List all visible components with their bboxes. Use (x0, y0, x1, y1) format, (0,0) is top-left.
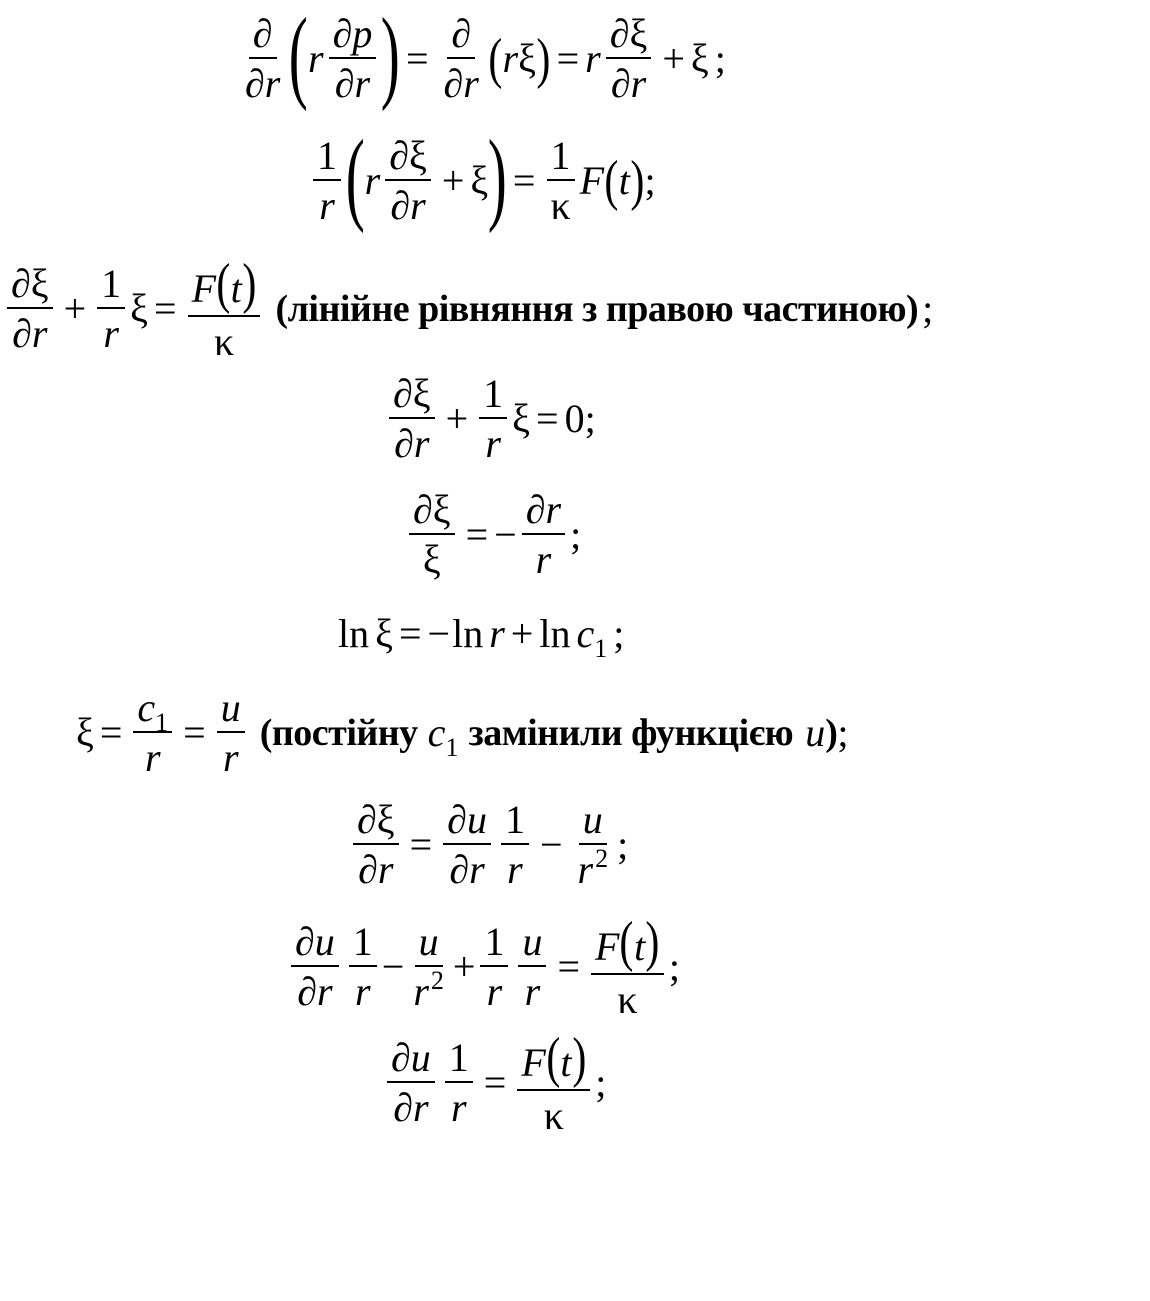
annotation-constant-b: замінили функцією (468, 712, 794, 754)
fraction-1-r: $\frac{1}{r}$ (445, 1038, 473, 1128)
fraction-Ft-kappa: $\frac{F(t)}{\kappa}$ (517, 1030, 590, 1136)
fraction-u-r: $\frac{u}{r}$ (518, 922, 546, 1012)
fraction-1-r: $\frac{1}{r}$ (313, 136, 341, 226)
fraction-u-r2: $\frac{u}{r^2}$ (577, 797, 609, 892)
fraction-dr-r: $\frac{\partial r}{r}$ (522, 490, 565, 580)
equation-6: ln ξ = − ln r + ln $c_1$ ; (338, 611, 625, 663)
fraction-1-r: $\frac{1}{r}$ (479, 374, 507, 464)
fraction-c1-r: $\frac{c_1}{r}$ (133, 688, 172, 778)
fraction-Ft-kappa: $\frac{F(t)}{\kappa}$ (591, 914, 664, 1020)
fraction-du-dr: $\frac{\partial u}{\partial r}$ (443, 800, 491, 890)
equation-5: $\frac{\partial\xi}{\xi}$ = − $\frac{\partial r}{r}$ ; (404, 490, 581, 580)
fraction-dxi-dr: $\frac{\partial\xi}{\partial r}$ (7, 264, 53, 354)
equation-9: $\frac{\partial u}{\partial r}$ $\frac{1}{r}$ − $\frac{u}{r^2}$ + $\frac{1}{r}$ $\frac{u}{r}$ = $\frac{F(t)}{\kappa}$ ; (286, 914, 680, 1020)
equation-4: $\frac{\partial\xi}{\partial r}$ + $\frac{1}{r}$ ξ = 0 ; (384, 374, 596, 464)
fraction-d-dr: $\frac{\partial}{\partial r}$ (443, 11, 479, 106)
fraction-dxi-dr: $\frac{\partial\xi}{\partial r}$ (353, 800, 399, 890)
fraction-1-r: $\frac{1}{r}$ (97, 264, 125, 354)
left-paren: ( (289, 0, 309, 113)
fraction-dxi-dr: $\frac{\partial\xi}{\partial r}$ (606, 14, 652, 104)
equation-2: $\frac{1}{r}$ ( r $\frac{\partial\xi}{\partial r}$ + ξ ) = $\frac{1}{\kappa}$ F ( t ) ; (308, 136, 656, 226)
annotation-linear-equation: (лінійне рівняння з правою частиною) (275, 288, 919, 330)
equation-8: $\frac{\partial\xi}{\partial r}$ = $\frac{\partial u}{\partial r}$ $\frac{1}{r}$ − $\frac{u}{r^2}$ ; (348, 800, 628, 890)
fraction-u-r: $\frac{u}{r}$ (217, 688, 245, 778)
annotation-constant-a: (постійну (259, 712, 418, 754)
fraction-Ft-kappa: $\frac{F(t)}{\kappa}$ (188, 256, 261, 362)
equation-3: $\frac{\partial\xi}{\partial r}$ + $\frac{1}{r}$ ξ = $\frac{F(t)}{\kappa}$ (лінійне рівняння з правою частиною) ; (2, 256, 933, 362)
fraction-dp-dr: $\frac{\partial p}{\partial r}$ (329, 14, 377, 104)
equation-10: $\frac{\partial u}{\partial r}$ $\frac{1}{r}$ = $\frac{F(t)}{\kappa}$ ; (382, 1030, 606, 1136)
fraction-dxi-xi: $\frac{\partial\xi}{\xi}$ (409, 490, 455, 580)
fraction-du-dr: $\frac{\partial u}{\partial r}$ (291, 922, 339, 1012)
fraction-dxi-dr: $\frac{\partial\xi}{\partial r}$ (385, 136, 431, 226)
fraction-du-dr: $\frac{\partial u}{\partial r}$ (387, 1038, 435, 1128)
fraction-1-kappa: $\frac{1}{\kappa}$ (546, 136, 574, 226)
fraction-1-r: $\frac{1}{r}$ (501, 800, 529, 890)
fraction-1-r: $\frac{1}{r}$ (349, 922, 377, 1012)
equation-1: $\frac{\partial}{\partial r}$ ( r $\frac{\partial p}{\partial r}$ ) = $\frac{\partial}{\partial r}$ ( r ξ ) = r $\frac{\partial\xi}{\partial r}$ + ξ ; (236, 14, 726, 104)
equation-7: ξ = $\frac{c_1}{r}$ = $\frac{u}{r}$ (постійну $c_1$ замінили функцією u ) ; (76, 685, 849, 780)
fraction-u-r2: $\frac{u}{r^2}$ (413, 919, 444, 1014)
fraction-d-dr: $\frac{\partial}{\partial r}$ (245, 11, 281, 106)
fraction-dxi-dr: $\frac{\partial\xi}{\partial r}$ (389, 374, 435, 464)
right-paren: ) (381, 0, 401, 113)
fraction-1-r: $\frac{1}{r}$ (480, 922, 508, 1012)
